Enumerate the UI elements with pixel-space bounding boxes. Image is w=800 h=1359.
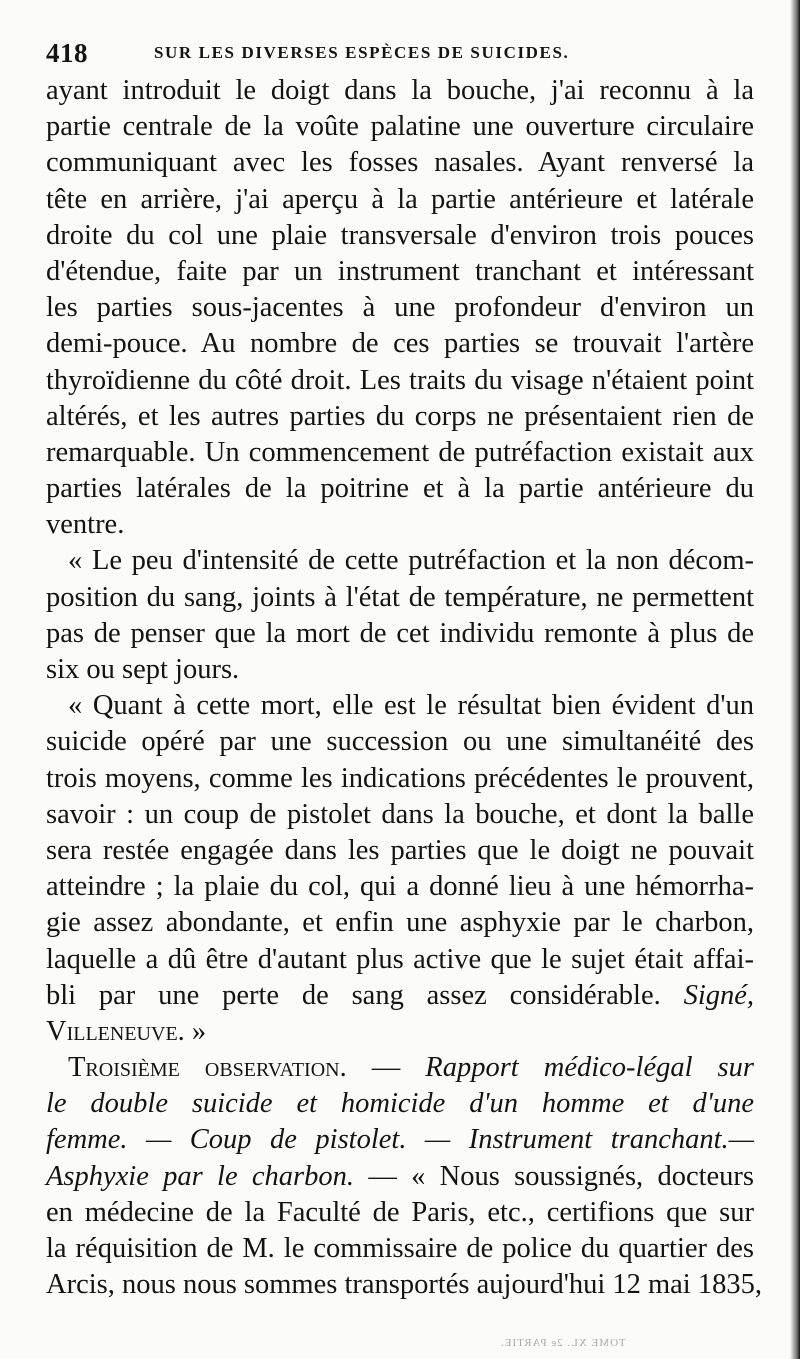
text-line: thyroïdienne du côté droit. Les traits du visage n'étaient point <box>46 364 754 396</box>
observation-heading-line <box>46 1050 754 1086</box>
running-title: SUR LES DIVERSES ESPÈCES DE SUICIDES. <box>154 43 570 62</box>
text-line: en médecine de la Faculté de Paris, etc., certifions que sur <box>46 1196 754 1228</box>
observation-title-line: femme. — Coup de pistolet. — Instrument tranchant.— <box>46 1124 754 1156</box>
observation-title: Rapport médico-légal sur <box>425 1052 754 1084</box>
text-fragment: bli par une perte de sang assez considérable. <box>46 979 661 1011</box>
signature-name: Villeneuve. <box>46 1015 185 1047</box>
closing-quote: » <box>191 1015 207 1047</box>
page-number: 418 <box>46 38 88 68</box>
text-line: parties latérales de la poitrine et à la partie antérieure du <box>46 473 754 505</box>
text-line: demi-pouce. Au nombre de ces parties se trouvait l'artère <box>46 328 754 360</box>
signed-word: Signé, <box>683 979 755 1011</box>
text-line: ayant introduit le doigt dans la bouche, j'ai reconnu à la <box>46 75 754 106</box>
observation-title-line: le double suicide et homicide d'un homme et d'une <box>46 1088 754 1120</box>
text-line: position du sang, joints à l'état de température, ne permettent <box>46 581 754 613</box>
text-line: les parties sous-jacentes à une profondeur d'environ un <box>46 292 754 324</box>
text-line: trois moyens, comme les indications précédentes le prouvent, <box>46 762 754 794</box>
text-line: savoir : un coup de pistolet dans la bouche, et dont la balle <box>46 798 754 830</box>
signature-line <box>46 1014 754 1050</box>
observation-heading: Troisième observation. <box>68 1052 347 1084</box>
text-line: partie centrale de la voûte palatine une ouverture circulaire <box>46 111 754 143</box>
observation-title-line <box>46 1159 754 1195</box>
observation-title: Asphyxie par le charbon. <box>46 1160 355 1192</box>
text-line: « Quant à cette mort, elle est le résultat bien évident d'un <box>68 690 754 722</box>
text-line: la réquisition de M. le commissaire de police du quartier des <box>46 1233 754 1264</box>
text-line: remarquable. Un commencement de putréfaction existait aux <box>46 436 754 468</box>
text-line: altérés, et les autres parties du corps ne présentaient rien de <box>46 400 754 432</box>
running-head <box>46 38 746 68</box>
text-line: d'étendue, faite par un instrument tranchant et intéressant <box>46 255 754 287</box>
text-line: laquelle a dû être d'autant plus active que le sujet était affai- <box>46 943 754 975</box>
text-line: suicide opéré par une succession ou une simultanéité des <box>46 726 754 758</box>
text-line: Arcis, nous nous sommes transportés aujourd'hui 12 mai 1835, <box>46 1269 762 1301</box>
text-line: « Le peu d'intensité de cette putréfaction et la non décom- <box>68 545 754 577</box>
text-line: sera restée engagée dans les parties que le doigt ne pouvait <box>46 834 754 866</box>
text-line: tête en arrière, j'ai aperçu à la partie antérieure et latérale <box>46 183 754 215</box>
text-line: atteindre ; la plaie du col, qui a donné lieu à une hémorrha- <box>46 871 754 903</box>
text-line-with-signature <box>46 978 754 1014</box>
text-line: pas de penser que la mort de cet individu remonte à plus de <box>46 617 754 649</box>
text-line: six ou sept jours. <box>46 654 240 685</box>
text-fragment: — « Nous soussignés, docteurs <box>368 1160 754 1192</box>
body-text <box>46 73 762 1303</box>
text-line: droite du col une plaie transversale d'environ trois pouces <box>46 219 754 251</box>
heading-dash: — <box>371 1052 401 1084</box>
text-line: gie assez abondante, et enfin une asphyxie par le charbon, <box>46 907 754 939</box>
text-line: ventre. <box>46 509 125 541</box>
text-line: communiquant avec les fosses nasales. Ayant renversé la <box>46 147 754 179</box>
signature-mark-show-through: TOME XL. 2e PARTIE. <box>500 1337 626 1349</box>
